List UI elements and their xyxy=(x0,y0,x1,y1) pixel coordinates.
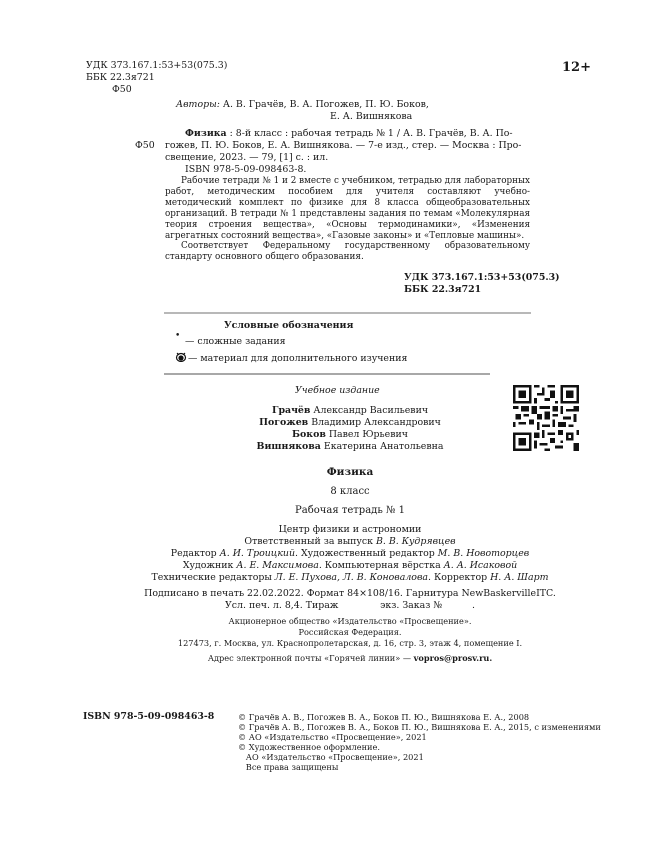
person-4: Вишнякова Екатерина Анатольевна xyxy=(256,441,444,452)
qr-code[interactable] xyxy=(513,385,579,451)
publisher-line-2: Российская Федерация. xyxy=(298,627,402,637)
asterisk-dot-icon: • xyxy=(175,331,181,341)
publisher-address: 127473, г. Москва, ул. Краснопролетарская, д. 16, стр. 3, этаж 4, помещение I. xyxy=(177,638,523,648)
catalog-title: Физика xyxy=(185,128,227,139)
footer-isbn: ISBN 978-5-09-098463-8 xyxy=(83,711,215,722)
catalog-bbk: ББК 22.3я721 xyxy=(404,284,482,295)
authors-line-1 xyxy=(176,99,429,111)
legend-item-hard: • — сложные задания xyxy=(175,331,286,347)
book-subject: Физика xyxy=(326,466,374,478)
credits-center: Центр физики и астрономии xyxy=(278,524,422,535)
hotline-email[interactable]: vopros@prosv.ru. xyxy=(413,653,493,663)
print-info-2: Усл. печ. л. 8,4. Тираж экз. Заказ № . xyxy=(225,600,475,611)
person-3: Боков Павел Юрьевич xyxy=(292,429,408,440)
print-info-1: Подписано в печать 22.02.2022. Формат 84×108/16. Гарнитура NewBaskervilleITC. xyxy=(144,588,556,599)
copyright-1: © Грачёв А. В., Погожев В. А., Боков П. Ю., Вишнякова Е. А., 2008 xyxy=(238,712,530,722)
catalog-isbn: ISBN 978-5-09-098463-8. xyxy=(185,164,307,175)
book-workbook: Рабочая тетрадь № 1 xyxy=(295,505,405,516)
catalog-line-3: свещение, 2023. — 79, [1] с. : ил. xyxy=(165,152,329,163)
catalog-description-block xyxy=(165,176,530,263)
credits-responsible: Ответственный за выпуск В. В. Кудрявцев xyxy=(244,536,456,547)
copyright-3: © АО «Издательство «Просвещение», 2021 xyxy=(238,732,427,742)
udk-code: УДК 373.167.1:53+53(075.3) xyxy=(86,60,228,71)
copyright-4: © Художественное оформление. xyxy=(238,742,380,752)
divider-legend xyxy=(164,373,490,375)
catalog-line-2: гожев, П. Ю. Боков, Е. А. Вишнякова. — 7-е изд., стер. — Москва : Про- xyxy=(165,140,522,151)
catalog-udk: УДК 373.167.1:53+53(075.3) xyxy=(404,272,560,283)
catalog-side-code: Ф50 xyxy=(135,140,155,151)
copyright-6: Все права защищены xyxy=(238,762,339,772)
book-grade: 8 класс xyxy=(330,486,370,497)
edition-type: Учебное издание xyxy=(295,385,380,396)
credits-editors: Редактор А. И. Троицкий. Художественный редактор М. В. Новоторцев xyxy=(170,548,530,559)
credits-artist: Художник А. Е. Максимова. Компьютерная вёрстка А. А. Исаковой xyxy=(182,560,518,571)
publisher-line-1: Акционерное общество «Издательство «Просвещение». xyxy=(228,616,472,626)
owl-icon xyxy=(175,351,187,362)
publisher-hotline: Адрес электронной почты «Горячей линии» — vopros@prosv.ru. xyxy=(207,653,493,663)
authors-label: Авторы: xyxy=(176,99,220,110)
author-sign-code: Ф50 xyxy=(112,84,132,95)
catalog-line-1: Физика : 8-й класс : рабочая тетрадь № 1 / А. В. Грачёв, В. А. По- xyxy=(185,128,513,139)
legend-item-extra: — материал для дополнительного изучения xyxy=(175,351,407,365)
divider-top xyxy=(164,312,531,314)
copyright-5: АО «Издательство «Просвещение», 2021 xyxy=(238,752,424,762)
age-rating: 12+ xyxy=(562,60,591,75)
legend-title: Условные обозначения xyxy=(224,320,354,331)
authors-line-2: Е. А. Вишнякова xyxy=(330,111,413,122)
credits-technical: Технические редакторы Л. Е. Пухова, Л. В. Коновалова. Корректор Н. А. Шарт xyxy=(151,572,549,583)
person-1: Грачёв Александр Васильевич xyxy=(271,405,429,416)
catalog-standard: Соответствует Федеральному государственному образовательному стандарту основного общего образования. xyxy=(165,241,530,263)
bbk-code: ББК 22.3я721 xyxy=(86,72,155,83)
authors-names: А. В. Грачёв, В. А. Погожев, П. Ю. Боков, xyxy=(222,99,429,110)
catalog-description: Рабочие тетради № 1 и 2 вместе с учебником, тетрадью для лабораторных работ, методическим пособием для учителя составляют учебно-методический комплект по физике для 8 класса общеобразовательных организаций. В тетради № 1 представлены задания по темам «Молекулярная теория строения вещества», «Основы термодинамики», «Изменения агрегатных состояний вещества», «Газовые законы» и «Тепловые машины». xyxy=(165,176,530,241)
person-2: Погожев Владимир Александрович xyxy=(259,417,441,428)
copyright-2: © Грачёв А. В., Погожев В. А., Боков П. Ю., Вишнякова Е. А., 2015, с изменениями xyxy=(238,722,601,732)
